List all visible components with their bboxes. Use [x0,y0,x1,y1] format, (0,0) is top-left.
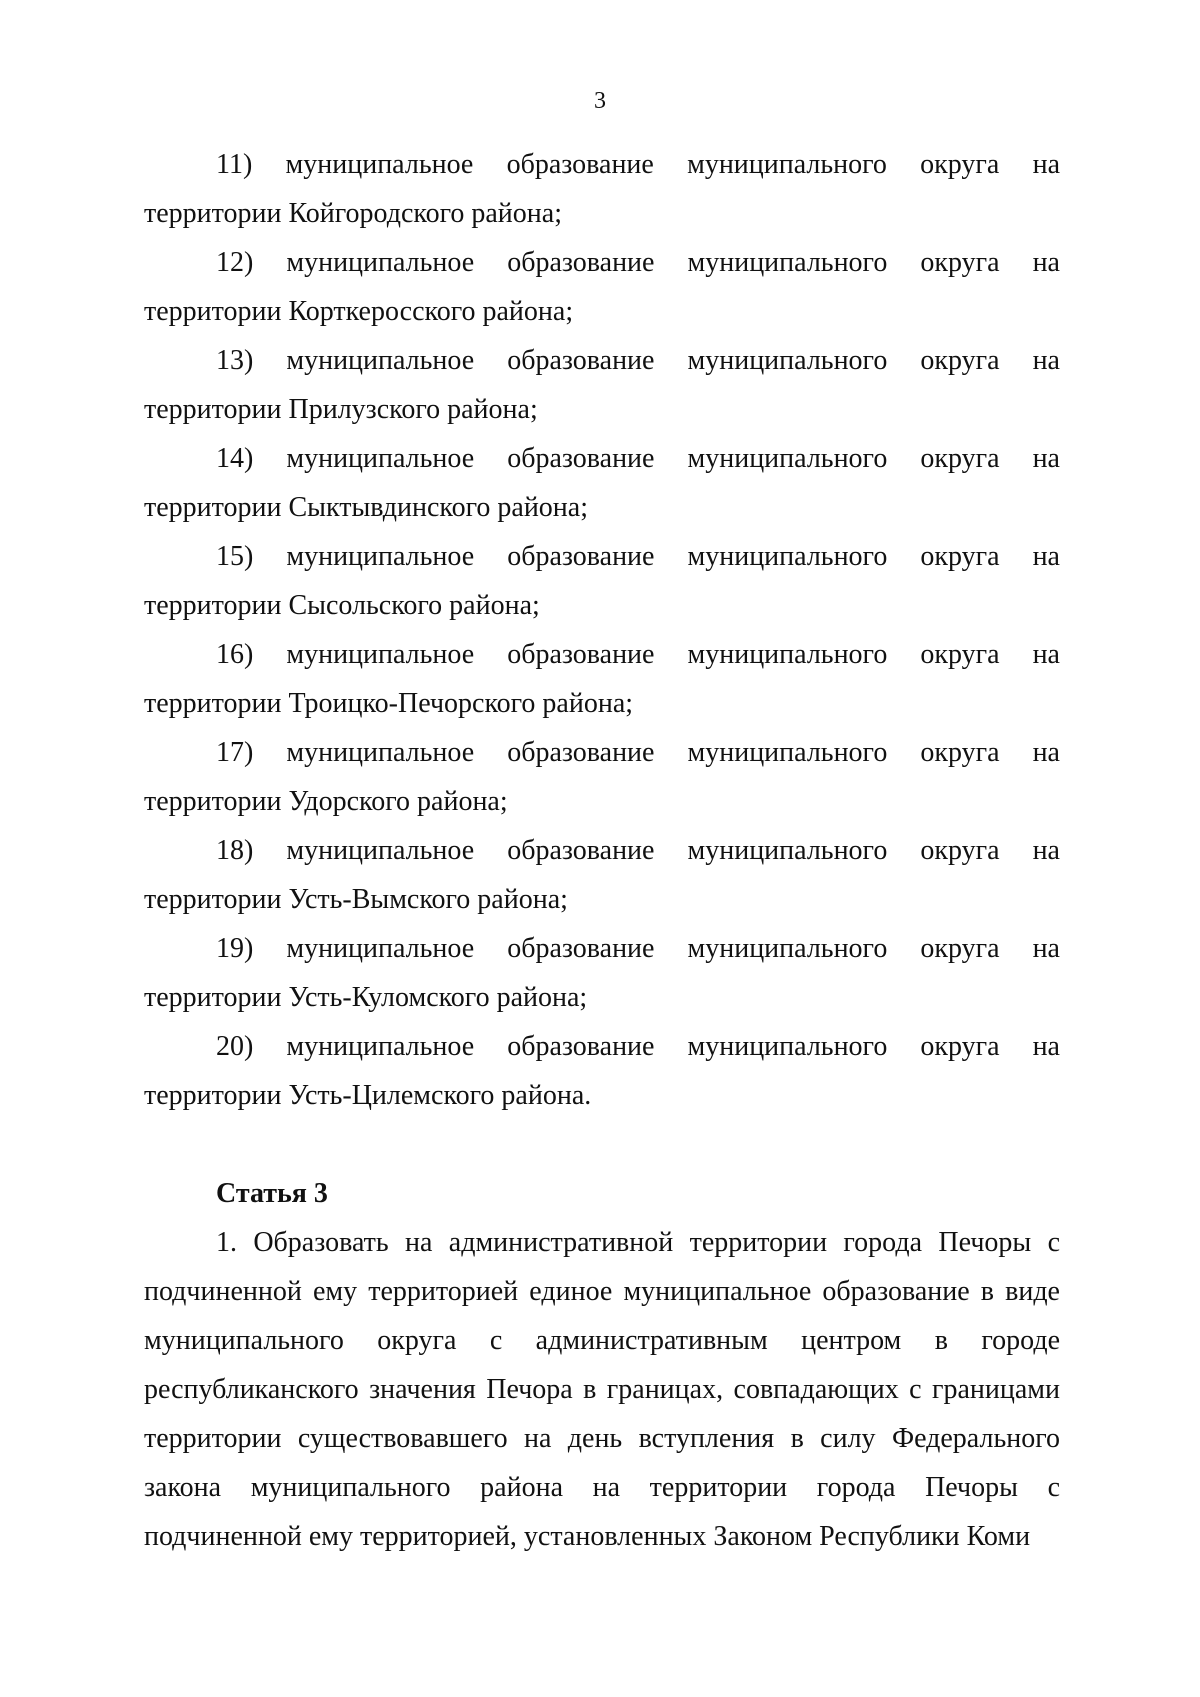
document-body [144,140,1060,1561]
page-number: 3 [594,88,606,114]
list-item: 16) муниципальное образование муниципального округа на территории Троицко-Печорского района; [144,639,1060,719]
list-item: 11) муниципальное образование муниципального округа на территории Койгородского района; [144,149,1060,229]
list-item: 20) муниципальное образование муниципального округа на территории Усть-Цилемского района. [144,1031,1060,1111]
list-item: 13) муниципальное образование муниципального округа на территории Прилузского района; [144,345,1060,425]
list-item: 18) муниципальное образование муниципального округа на территории Усть-Вымского района; [144,835,1060,915]
list-item: 12) муниципальное образование муниципального округа на территории Корткеросского района; [144,247,1060,327]
list-item: 15) муниципальное образование муниципального округа на территории Сысольского района; [144,541,1060,621]
article-heading: Статья 3 [216,1178,328,1209]
list-item: 19) муниципальное образование муниципального округа на территории Усть-Куломского района; [144,933,1060,1013]
list-item: 14) муниципальное образование муниципального округа на территории Сыктывдинского района; [144,443,1060,523]
list-item: 17) муниципальное образование муниципального округа на территории Удорского района; [144,737,1060,817]
article-paragraph: 1. Образовать на административной территории города Печоры с подчиненной ему территорией единое муниципальное образование в виде муниципального округа с административным центром в городе республиканского значения Печора в границах, совпадающих с границами территории существовавшего на день вступления в силу Федерального закона муниципального района на территории города Печоры с подчиненной ему территорией, установленных Законом Республики Коми [144,1227,1060,1552]
